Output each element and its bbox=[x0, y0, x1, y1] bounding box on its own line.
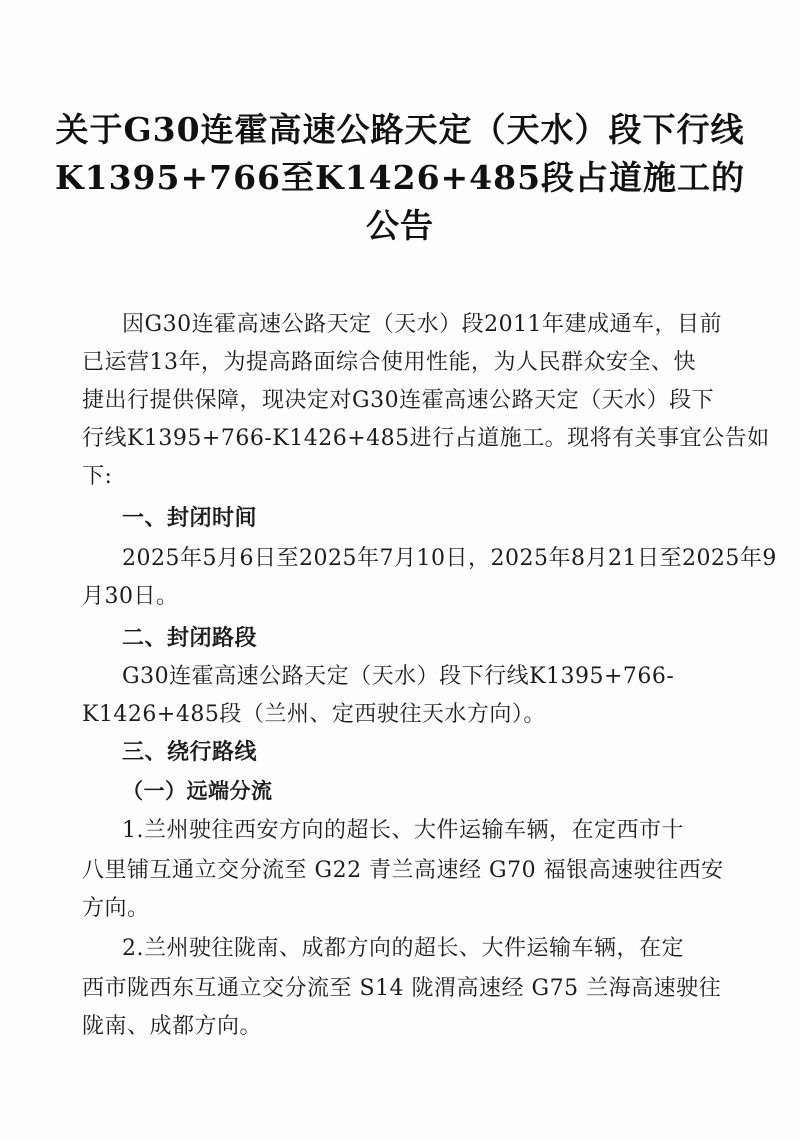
title-line-1: 关于G30连霍高速公路天定（天水）段下行线 bbox=[55, 110, 745, 149]
intro-line-1: 因G30连霍高速公路天定（天水）段2011年建成通车，目前 bbox=[122, 312, 723, 337]
detour-item-2-line-1: 2.兰州驶往陇南、成都方向的超长、大件运输车辆，在定 bbox=[122, 936, 684, 961]
closure-section-line-2: K1426+485段（兰州、定西驶往天水方向）。 bbox=[82, 702, 546, 727]
section-heading-closure-time: 一、封闭时间 bbox=[122, 506, 258, 531]
detour-item-1-line-2: 八里铺互通立交分流至 G22 青兰高速经 G70 福银高速驶往西安 bbox=[82, 858, 724, 883]
section-heading-detour-route: 三、绕行路线 bbox=[122, 740, 258, 765]
intro-line-3: 捷出行提供保障，现决定对G30连霍高速公路天定（天水）段下 bbox=[82, 388, 715, 413]
detour-item-2-line-3: 陇南、成都方向。 bbox=[82, 1014, 263, 1039]
detour-item-2-line-2: 西市陇西东互通立交分流至 S14 陇渭高速经 G75 兰海高速驶往 bbox=[82, 976, 722, 1001]
detour-item-1-line-3: 方向。 bbox=[82, 896, 150, 921]
subheading-distant-diversion: （一）远端分流 bbox=[122, 779, 273, 803]
title-line-3: 公告 bbox=[366, 206, 434, 245]
section-heading-closure-section: 二、封闭路段 bbox=[122, 626, 258, 651]
intro-line-4: 行线K1395+766-K1426+485进行占道施工。现将有关事宜公告如 bbox=[82, 426, 770, 451]
closure-time-line-2: 月30日。 bbox=[82, 584, 179, 609]
intro-line-2: 已运营13年，为提高路面综合使用性能，为人民群众安全、快 bbox=[82, 350, 696, 375]
closure-time-line-1: 2025年5月6日至2025年7月10日，2025年8月21日至2025年9 bbox=[122, 546, 777, 571]
intro-line-5: 下: bbox=[82, 464, 113, 489]
detour-item-1-line-1: 1.兰州驶往西安方向的超长、大件运输车辆，在定西市十 bbox=[122, 818, 684, 843]
closure-section-line-1: G30连霍高速公路天定（天水）段下行线K1395+766- bbox=[122, 664, 675, 689]
title-line-2: K1395+766至K1426+485段占道施工的 bbox=[54, 158, 746, 197]
